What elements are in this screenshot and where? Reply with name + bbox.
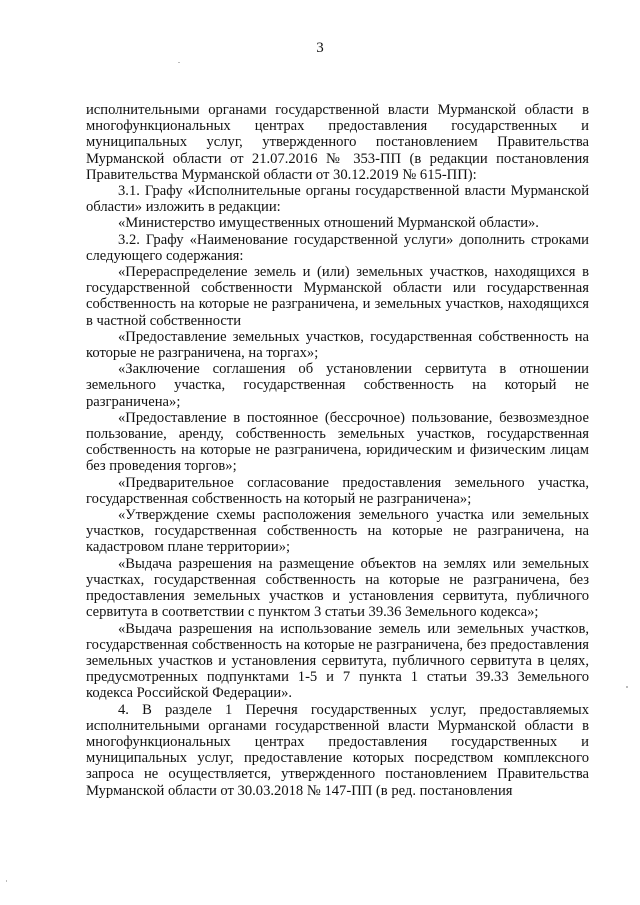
service-item-scheme-approval: «Утверждение схемы расположения земельного участка или земельных участков, государственная собственность на которые не разграничена, на кадастровом плане территории»; [86,507,589,556]
page-number: 3 [316,40,324,56]
service-item-redistribution: «Перераспределение земель и (или) земельных участков, находящихся в государственной собственности Мурманской области или государственная собственность на которые не разграничена, и земельных участков, находящихся в частной собственности [86,264,589,329]
service-item-land-use-permit: «Выдача разрешения на использование земель или земельных участков, государственная собственность на которые не разграничена, без предоставления земельных участков и установления сервитута, публичного сервитута в целях, предусмотренных подпунктами 1-5 и 7 пункта 1 статьи 39.33 Земельного кодекса Российской Федерации». [86,620,589,702]
paragraph-3-2: 3.2. Графу «Наименование государственной услуги» дополнить строками следующего содержания: [86,231,589,264]
service-item-preliminary-approval: «Предварительное согласование предоставления земельного участка, государственная собственность на который не разграничена»; [86,474,589,507]
scan-speck [178,62,180,63]
service-item-servitude: «Заключение соглашения об установлении сервитута в отношении земельного участка, государственная собственность на который не разграничена»; [86,361,589,410]
service-item-placement-permit: «Выдача разрешения на размещение объектов на землях или земельных участках, государственная собственность на которые не разграничена, без предоставления земельных участков и установления сервитута, публичного сервитута в соответствии с пунктом 3 статьи 39.36 Земельного кодекса»; [86,555,589,621]
document-body [86,102,589,799]
service-item-use-lease: «Предоставление в постоянное (бессрочное) пользование, безвозмездное пользование, аренду, собственность земельных участков, государственная собственность на которые не разграничена, юридическим и физическим лицам без проведения торгов»; [86,409,589,475]
service-item-auction: «Предоставление земельных участков, государственная собственность на которые не разграничена, на торгах»; [86,328,589,362]
paragraph-4: 4. В разделе 1 Перечня государственных услуг, предоставляемых исполнительными органами государственной власти Мурманской области в многофункциональных центрах предоставления государственных и муниципальных услуг, предоставление которых посредством комплексного запроса не осуществляется, утвержденного постановлением Правительства Мурманской области от 30.03.2018 № 147-ПП (в ред. постановления [86,701,589,799]
scan-speck [6,880,7,882]
scan-speck [626,686,628,688]
paragraph-ministry-name: «Министерство имущественных отношений Мурманской области». [118,215,539,232]
paragraph-continuation: исполнительными органами государственной власти Мурманской области в многофункциональных центрах предоставления государственных и муниципальных услуг, утвержденного постановлением Правительства Мурманской области от 21.07.2016 № 353-ПП (в редакции постановления Правительства Мурманской области от 30.12.2019 № 615-ПП): [86,102,589,183]
paragraph-3-1: 3.1. Графу «Исполнительные органы государственной власти Мурманской области» изложить в редакции: [86,183,589,216]
